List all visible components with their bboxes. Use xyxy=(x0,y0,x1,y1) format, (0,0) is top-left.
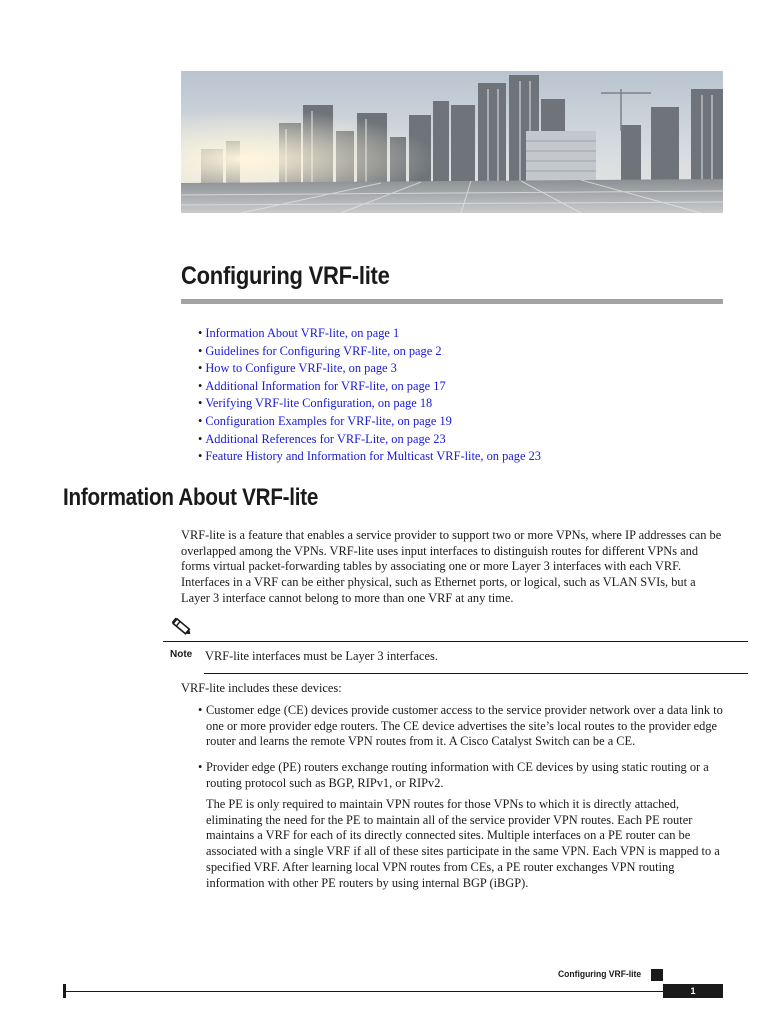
list-bullet: • xyxy=(198,760,203,774)
pe-paragraph: The PE is only required to maintain VPN routes for those VPNs to which it is directly attached, eliminating the need for the PE to maintain all of the service provider VPN routes. Each PE router maintains a VRF for each of its directly connected sites. Multiple interfaces on a PE router can be associated with a single VRF if all of these sites participate in the same VPN. Each VPN is mapped to a specified VRF. After learning local VPN routes from CEs, a PE router exchanges VPN routing information with other PE routers by using internal BGP (iBGP). xyxy=(206,797,720,890)
toc-link-feature-history[interactable]: Feature History and Information for Multicast VRF-lite, on page 23 xyxy=(205,449,541,464)
toc-link-configuration-examples[interactable]: Configuration Examples for VRF-lite, on page 19 xyxy=(205,413,452,428)
list-item-provider-edge xyxy=(198,760,728,791)
page-number: 1 xyxy=(663,984,723,998)
toc-item xyxy=(198,395,541,413)
toc-item xyxy=(198,448,541,466)
city-skyline-banner xyxy=(181,71,723,213)
footer-left-mark xyxy=(63,984,66,998)
toc-link-how-to-configure[interactable]: How to Configure VRF-lite, on page 3 xyxy=(205,361,397,376)
city-skyline-image xyxy=(181,71,723,213)
list-bullet: • xyxy=(198,703,203,717)
toc-bullet: • xyxy=(198,431,203,446)
toc-bullet: • xyxy=(198,326,203,340)
pencil-icon xyxy=(170,616,194,638)
footer-chapter-label: Configuring VRF-lite xyxy=(558,969,642,980)
chapter-title: Configuring VRF-lite xyxy=(181,262,390,290)
toc-bullet: • xyxy=(198,449,203,464)
toc-bullet: • xyxy=(198,343,203,358)
list-item-customer-edge xyxy=(198,703,728,750)
note-label: Note xyxy=(170,649,193,660)
toc-link-guidelines[interactable]: Guidelines for Configuring VRF-lite, on page 2 xyxy=(205,343,442,358)
toc-link-additional-references[interactable]: Additional References for VRF-Lite, on page 23 xyxy=(205,431,446,446)
toc-bullet: • xyxy=(198,413,203,428)
toc-link-additional-information[interactable]: Additional Information for VRF-lite, on page 17 xyxy=(205,378,446,393)
intro-paragraph: VRF-lite is a feature that enables a service provider to support two or more VPNs, where IP addresses can be overlapped among the VPNs. VRF-lite uses input interfaces to distinguish routes for different VPNs and forms virtual packet-forwarding tables by associating one or more Layer 3 interfaces with each VRF. Interfaces in a VRF can be either physical, such as Ethernet ports, or logical, such as VLAN SVIs, but a Layer 3 interface cannot belong to more than one VRF at any time. xyxy=(181,528,722,605)
section-title: Information About VRF-lite xyxy=(63,484,319,511)
toc-item xyxy=(198,378,541,396)
toc-item xyxy=(198,431,541,449)
toc-item xyxy=(198,325,541,343)
footer-rule xyxy=(63,991,723,992)
title-rule xyxy=(181,299,723,304)
list-item-text: Provider edge (PE) routers exchange routing information with CE devices by using static routing or a routing protocol such as BGP, RIPv1, or RIPv2. xyxy=(206,760,709,790)
toc-item xyxy=(198,360,541,378)
note-text: VRF-lite interfaces must be Layer 3 interfaces. xyxy=(205,649,438,663)
toc-item xyxy=(198,413,541,431)
footer-square-mark xyxy=(651,969,663,981)
toc-bullet: • xyxy=(198,396,203,411)
note-top-rule xyxy=(163,641,748,642)
devices-intro: VRF-lite includes these devices: xyxy=(181,681,342,695)
toc-link-information-about[interactable]: Information About VRF-lite, on page 1 xyxy=(205,326,400,340)
toc-item xyxy=(198,343,541,361)
table-of-contents xyxy=(198,325,541,466)
toc-bullet: • xyxy=(198,378,203,393)
toc-bullet: • xyxy=(198,361,203,376)
note-bottom-rule xyxy=(204,673,748,674)
list-item-text: Customer edge (CE) devices provide customer access to the service provider network over a data link to one or more provider edge routers. The CE device advertises the site’s local routes to the provider edge router and learns the remote VPN routes from it. A Cisco Catalyst Switch can be a CE. xyxy=(206,703,723,749)
toc-link-verifying[interactable]: Verifying VRF-lite Configuration, on page 18 xyxy=(205,396,433,411)
